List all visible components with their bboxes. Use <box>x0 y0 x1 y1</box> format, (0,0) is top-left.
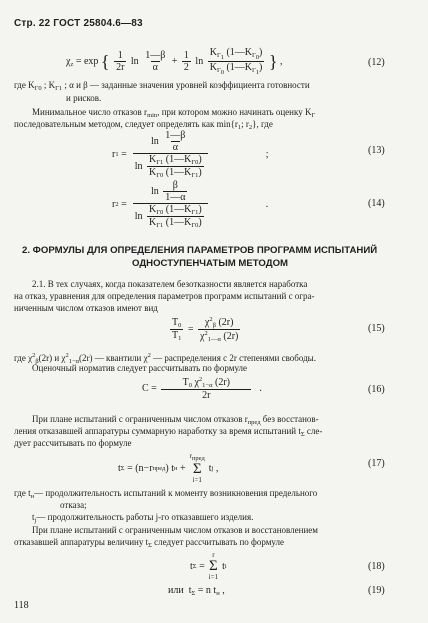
equation-number: (13) <box>368 145 385 156</box>
text-line: где $t_н—$ продолжительность испытаний к моменту возникновения предельного <box>14 488 318 500</box>
equation-number: (18) <box>368 561 385 572</box>
fraction: $\frac{1}{2}$ <box>183 50 189 73</box>
text-line: ниченным числом отказов имеют вид <box>14 303 158 313</box>
section-title: 2. ФОРМУЛЫ ДЛЯ ОПРЕДЕЛЕНИЯ ПАРАМЕТРОВ ПРОГРАММ ИСПЫТАНИЙ <box>22 245 378 256</box>
equation-15: $\frac{T_0}{T_1}$ = $\frac{\chi^2_\beta (2r)}{\chi^2_{1—\alpha} (2r)}$ <box>172 316 239 343</box>
text-line: $t_j—$ продолжительность работы j-го отказавшего изделия. <box>32 512 254 524</box>
equation-number: (17) <box>368 458 385 469</box>
equation-19: или $t_\Sigma = n$ $t_н$ , <box>168 585 225 597</box>
text-line: последовательным методом, следует определять как $\min\{r_1$; $r_2$}, где <box>14 119 273 131</box>
equation-number: (19) <box>368 585 385 596</box>
equation-12: $\chi_z = \exp$ { $\frac{1}{2r}$ ln $\frac{1—\beta}{\alpha}$ + $\frac{1}{2}$ ln $\frac{K_{Г_1} (1—K_{Г_0})}{K_{Г_0} (1—K_{Г_1})}$ } , <box>66 47 283 76</box>
equation-16: C = $\frac{T_0 \chi^2_{1-\alpha} (2r)}{2r}$ . <box>142 376 262 401</box>
page-number: 118 <box>14 600 29 611</box>
equation-number: (14) <box>368 198 385 209</box>
equation-18: t Σ = r Σ i=1 t i <box>190 551 227 581</box>
equation-17: t Σ = (n−r пред ) t н + $r_{пред}$ Σ i=1 t j , <box>118 452 219 484</box>
equation-number: (16) <box>368 384 385 395</box>
equation-14: r 2 = ln $\frac{\beta}{1—\alpha}$ ln $\frac{K_{Г0} (1—K_{Г1})}{K_{Г1} (1—K_{Г0})}$ . <box>112 180 269 229</box>
section-title: ОДНОСТУПЕНЧАТЫМ МЕТОДОМ <box>132 258 289 269</box>
text-line: где $K_{Г0}$ ; $K_{Г1}$ ; α и β — заданные значения уровней коэффициента готовности <box>14 80 310 92</box>
equation-number: (15) <box>368 323 385 334</box>
text-line: дует рассчитывать по формуле <box>14 438 132 448</box>
equation-number: (12) <box>368 57 385 68</box>
text-line: 2.1. В тех случаях, когда показателем безотказности является наработка <box>32 279 308 289</box>
text-line: и рисков. <box>66 93 102 103</box>
text-line: отказавшей аппаратуры величину $t_\Sigma$ следует рассчитывать по формуле <box>14 537 285 549</box>
text-line: где $\chi^2_\beta(2r)$ и $\chi^2_{1-\alpha}(2r)$ — квантили $\chi^2$ — распределения с 2r степенями свободы. <box>14 352 316 365</box>
text-line: При плане испытаний с ограниченным числом отказов и восстановлением <box>32 525 318 535</box>
text-line: Минимальное число отказов $r_{min}$, при котором можно начинать оценку $K_Г$ <box>32 107 316 119</box>
fraction: $\frac{1—\beta}{\alpha}$ <box>145 50 166 73</box>
page-header: Стр. 22 ГОСТ 25804.6—83 <box>14 18 143 29</box>
text-line: ления отказавшей аппаратуры суммарную наработку за время испытаний $t_\Sigma$ сле- <box>14 426 323 438</box>
fraction: $\frac{1}{2r}$ <box>116 50 125 73</box>
fraction: $\frac{K_{Г_1} (1—K_{Г_0})}{K_{Г_0} (1—K_{Г_1})}$ <box>209 47 263 76</box>
equation-13: r 1 = ln $\frac{1—\beta}{\alpha}$ ln $\frac{K_{Г1} (1—K_{Г0})}{K_{Г0} (1—K_{Г1})}$ ; <box>112 130 269 179</box>
text-line: отказа; <box>60 500 87 510</box>
text-line: При плане испытаний с ограниченным числом отказов $r_{пред}$ без восстанов- <box>32 414 319 426</box>
text-line: Оценочный норматив следует рассчитывать по формуле <box>32 363 248 373</box>
text-line: на отказ, уравнения для определения параметров программ испытаний с огра- <box>14 291 315 301</box>
